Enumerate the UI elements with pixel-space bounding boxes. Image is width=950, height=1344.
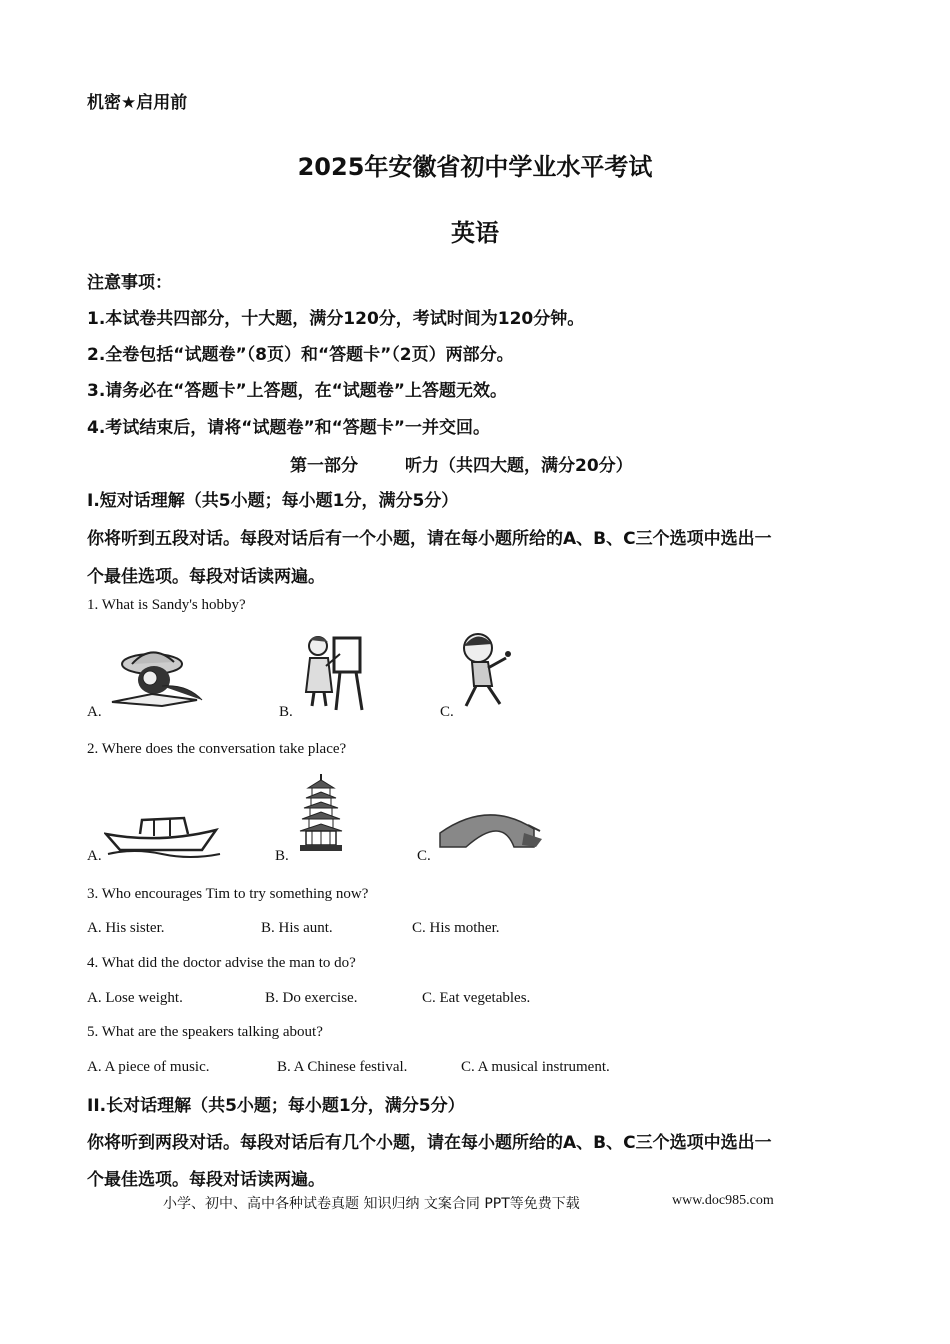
option-b: B. A Chinese festival. <box>277 1059 408 1075</box>
section1-heading: I.短对话理解（共5小题；每小题1分，满分5分） <box>87 491 459 511</box>
part1-label: 第一部分 <box>290 456 358 476</box>
option-b: B. His aunt. <box>261 920 333 936</box>
option-b: B. <box>279 704 293 720</box>
option-a: A. His sister. <box>87 920 165 936</box>
option-c: C. A musical instrument. <box>461 1059 610 1075</box>
notice-item: 3.请务必在“答题卡”上答题，在“试题卷”上答题无效。 <box>87 381 507 401</box>
question-5: 5. What are the speakers talking about? <box>87 1024 323 1040</box>
notice-item: 4.考试结束后，请将“试题卷”和“答题卡”一并交回。 <box>87 418 490 438</box>
confidential-label: 机密★启用前 <box>87 93 188 113</box>
option-c: C. Eat vegetables. <box>422 990 531 1006</box>
question-4: 4. What did the doctor advise the man to do? <box>87 955 356 971</box>
option-b: B. Do exercise. <box>265 990 358 1006</box>
option-a: A. Lose weight. <box>87 990 183 1006</box>
section2-instructions: 个最佳选项。每段对话读两遍。 <box>87 1170 325 1190</box>
section1-instructions: 你将听到五段对话。每段对话后有一个小题，请在每小题所给的A、B、C三个选项中选出一 <box>87 529 772 549</box>
painting-girl-image <box>300 632 368 712</box>
section2-instructions: 你将听到两段对话。每段对话后有几个小题，请在每小题所给的A、B、C三个选项中选出一 <box>87 1133 772 1153</box>
footer-url[interactable]: www.doc985.com <box>672 1193 774 1208</box>
notice-item: 1.本试卷共四部分，十大题，满分120分，考试时间为120分钟。 <box>87 309 585 329</box>
reading-girl-image <box>102 642 210 710</box>
notice-item: 2.全卷包括“试题卷”（8页）和“答题卡”（2页）两部分。 <box>87 345 514 365</box>
option-a: A. <box>87 704 102 720</box>
part1-title: 听力（共四大题，满分20分） <box>405 456 633 476</box>
question-2: 2. Where does the conversation take place? <box>87 741 347 757</box>
option-c: C. <box>440 704 454 720</box>
notice-heading: 注意事项： <box>87 273 172 293</box>
section1-instructions: 个最佳选项。每段对话读两遍。 <box>87 567 325 587</box>
subject-title: 英语 <box>451 219 499 247</box>
exam-title: 2025年安徽省初中学业水平考试 <box>297 153 653 181</box>
footer-text: 小学、初中、高中各种试卷真题 知识归纳 文案合同 PPT等免费下载 <box>163 1196 580 1212</box>
boat-image <box>104 812 222 860</box>
option-b: B. <box>275 848 289 864</box>
option-c: C. <box>417 848 431 864</box>
bridge-image <box>438 803 544 851</box>
running-boy-image <box>456 630 516 712</box>
question-3: 3. Who encourages Tim to try something now? <box>87 886 369 902</box>
option-a: A. <box>87 848 102 864</box>
pagoda-image <box>296 774 346 854</box>
option-a: A. A piece of music. <box>87 1059 210 1075</box>
question-1: 1. What is Sandy's hobby? <box>87 597 246 613</box>
option-c: C. His mother. <box>412 920 500 936</box>
section2-heading: II.长对话理解（共5小题；每小题1分，满分5分） <box>87 1096 465 1116</box>
